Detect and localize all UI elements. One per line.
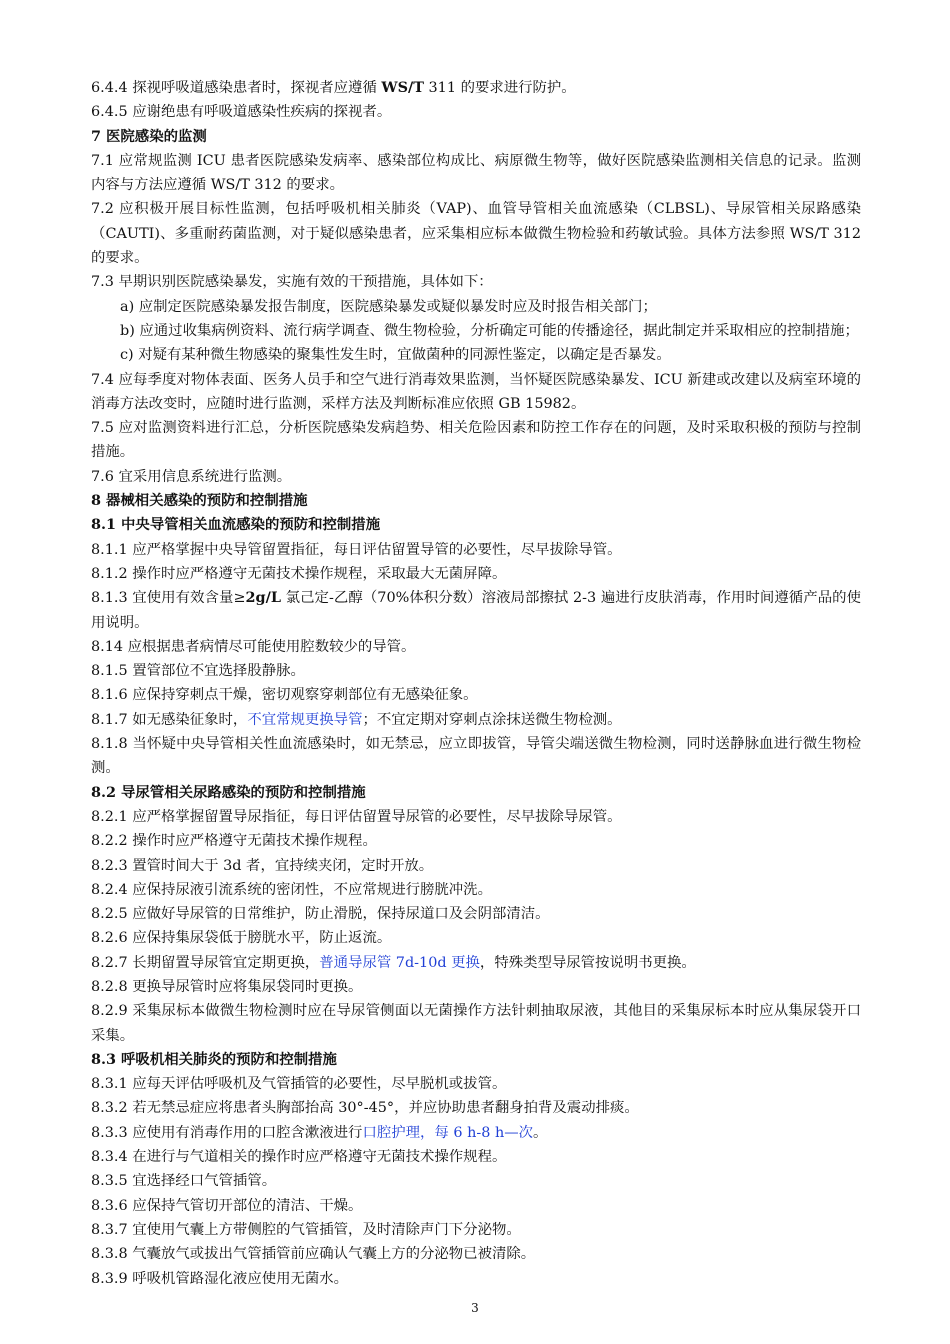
para-8-1-6: 8.1.6 应保持穿刺点干燥，密切观察穿刺部位有无感染征象。	[91, 687, 478, 704]
heading-8-2: 8.2 导尿管相关尿路感染的预防和控制措施	[91, 783, 366, 801]
page-number: 3	[471, 1301, 479, 1315]
para-8-3-2: 8.3.2 若无禁忌症应将患者头胸部抬高 30°-45°，并应协助患者翻身拍背及震动排痰。	[91, 1100, 639, 1117]
para-8-2-7: 8.2.7 长期留置导尿管宜定期更换，普通导尿管 7d-10d 更换，特殊类型导尿管按说明书更换。	[91, 954, 696, 971]
para-8-2-8: 8.2.8 更换导尿管时应将集尿袋同时更换。	[91, 978, 363, 995]
para-7-3-c: c) 对疑有某种微生物感染的聚集性发生时，宜做菌种的同源性鉴定，以确定是否暴发。	[120, 347, 671, 364]
para-8-1-2: 8.1.2 操作时应严格遵守无菌技术操作规程，采取最大无菌屏障。	[91, 565, 507, 582]
heading-8-3: 8.3 呼吸机相关肺炎的预防和控制措施	[91, 1050, 337, 1068]
para-8-3-9: 8.3.9 呼吸机管路湿化液应使用无菌水。	[91, 1270, 349, 1287]
para-7-6: 7.6 宜采用信息系统进行监测。	[91, 468, 292, 485]
para-8-3-1: 8.3.1 应每天评估呼吸机及气管插管的必要性，尽早脱机或拔管。	[91, 1076, 507, 1093]
highlighted-text: 口腔护理，每 6 h-8 h—次	[362, 1124, 534, 1141]
heading-7: 7 医院感染的监测	[91, 127, 207, 145]
para-6-4-4: 6.4.4 探视呼吸道感染患者时，探视者应遵循 WS/T 311 的要求进行防护。	[91, 79, 576, 96]
para-8-2-3: 8.2.3 置管时间大于 3d 者，宜持续夹闭，定时开放。	[91, 857, 434, 874]
para-8-3-4: 8.3.4 在进行与气道相关的操作时应严格遵守无菌技术操作规程。	[91, 1149, 507, 1166]
para-8-1-7: 8.1.7 如无感染征象时，不宜常规更换导管；不宜定期对穿刺点涂抹送微生物检测。	[91, 711, 622, 728]
para-7-3-a: a) 应制定医院感染暴发报告制度，医院感染暴发或疑似暴发时应及时报告相关部门；	[120, 298, 657, 315]
para-8-3-6: 8.3.6 应保持气管切开部位的清洁、干燥。	[91, 1197, 363, 1214]
para-7-4: 7.4 应每季度对物体表面、医务人员手和空气进行消毒效果监测，当怀疑医院感染暴发、ICU 新建或改建以及病室环境的消毒方法改变时，应随时进行监测，采样方法及判断标准应依照 GB 15982。	[91, 371, 861, 412]
para-8-2-2: 8.2.2 操作时应严格遵守无菌技术操作规程。	[91, 833, 377, 850]
para-7-3-b: b) 应通过收集病例资料、流行病学调查、微生物检验，分析确定可能的传播途径，据此制定并采取相应的控制措施；	[120, 322, 859, 339]
document-page	[91, 76, 861, 1291]
para-7-2: 7.2 应积极开展目标性监测，包括呼吸机相关肺炎（VAP)、血管导管相关血流感染（CLBSL)、导尿管相关尿路感染（CAUTI)、多重耐药菌监测，对于疑似感染患者，应采集相应标本做微生物检验和药敏试验。具体方法参照 WS/T 312 的要求。	[91, 201, 861, 267]
para-8-1-5: 8.1.5 置管部位不宜选择股静脉。	[91, 663, 305, 680]
heading-8: 8 器械相关感染的预防和控制措施	[91, 492, 308, 510]
para-8-3-8: 8.3.8 气囊放气或拔出气管插管前应确认气囊上方的分泌物已被清除。	[91, 1246, 536, 1263]
para-7-5: 7.5 应对监测资料进行汇总，分析医院感染发病趋势、相关危险因素和防控工作存在的问题，及时采取积极的预防与控制措施。	[91, 420, 861, 461]
para-8-1-1: 8.1.1 应严格掌握中央导管留置指征，每日评估留置导管的必要性，尽早拔除导管。	[91, 541, 622, 558]
para-8-3-3: 8.3.3 应使用有消毒作用的口腔含漱液进行口腔护理，每 6 h-8 h—次。	[91, 1124, 548, 1141]
para-7-3: 7.3 早期识别医院感染暴发，实施有效的干预措施，具体如下：	[91, 274, 493, 291]
para-8-1-8: 8.1.8 当怀疑中央导管相关性血流感染时，如无禁忌，应立即拔管，导管尖端送微生物检测，同时送静脉血进行微生物检测。	[91, 736, 861, 777]
para-8-1-3: 8.1.3 宜使用有效含量≥2g/L 氯己定-乙醇（70%体积分数）溶液局部擦拭 2-3 遍进行皮肤消毒，作用时间遵循产品的使用说明。	[91, 589, 862, 631]
para-8-2-5: 8.2.5 应做好导尿管的日常维护，防止滑脱，保持尿道口及会阴部清洁。	[91, 906, 550, 923]
para-8-2-6: 8.2.6 应保持集尿袋低于膀胱水平，防止返流。	[91, 930, 392, 947]
para-8-1-4: 8.14 应根据患者病情尽可能使用腔数较少的导管。	[91, 638, 416, 655]
heading-8-1: 8.1 中央导管相关血流感染的预防和控制措施	[91, 516, 381, 534]
para-6-4-5: 6.4.5 应谢绝患有呼吸道感染性疾病的探视者。	[91, 104, 392, 121]
para-8-3-7: 8.3.7 宜使用气囊上方带侧腔的气管插管，及时清除声门下分泌物。	[91, 1221, 521, 1238]
highlighted-text: 不宜常规更换导管	[247, 711, 363, 728]
para-8-2-1: 8.2.1 应严格掌握留置导尿指征，每日评估留置导尿管的必要性，尽早拔除导尿管。	[91, 808, 622, 825]
para-8-2-4: 8.2.4 应保持尿液引流系统的密闭性，不应常规进行膀胱冲洗。	[91, 881, 492, 898]
para-7-1: 7.1 应常规监测 ICU 患者医院感染发病率、感染部位构成比、病原微生物等，做好医院感染监测相关信息的记录。监测内容与方法应遵循 WS/T 312 的要求。	[91, 152, 861, 194]
para-8-3-5: 8.3.5 宜选择经口气管插管。	[91, 1173, 277, 1190]
para-8-2-9: 8.2.9 采集尿标本做微生物检测时应在导尿管侧面以无菌操作方法针刺抽取尿液，其他目的采集尿标本时应从集尿袋开口采集。	[91, 1003, 861, 1044]
highlighted-text: 普通导尿管 7d-10d 更换	[319, 954, 480, 971]
